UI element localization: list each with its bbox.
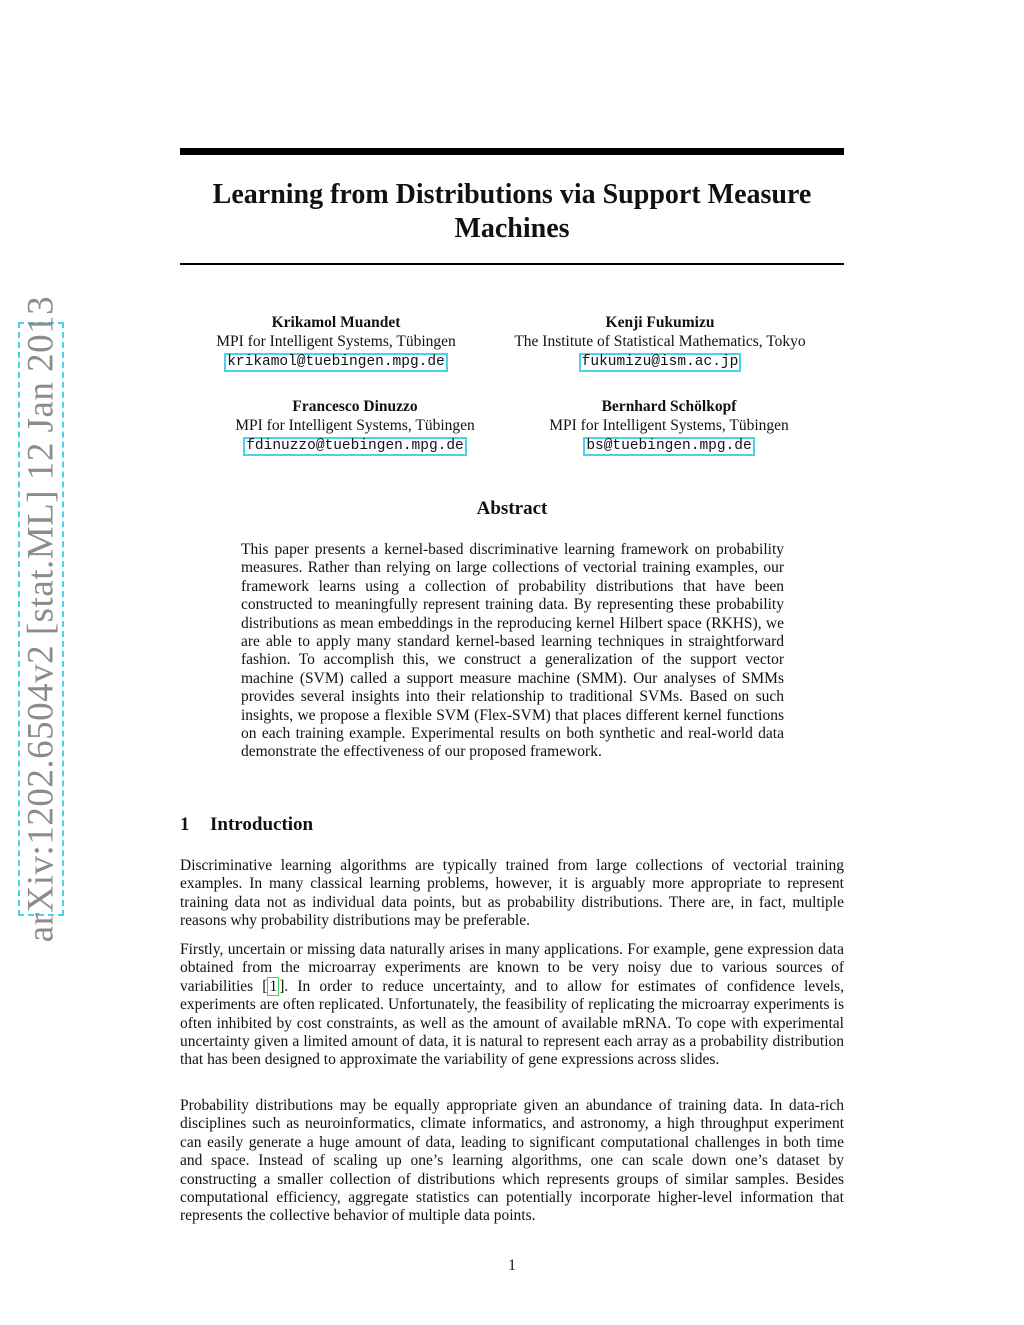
- abstract-heading: Abstract: [476, 498, 548, 519]
- arxiv-identifier-text: arXiv:1202.6504v2 [stat.ML] 12 Jan 2013: [20, 295, 62, 943]
- author-email-link[interactable]: bs@tuebingen.mpg.de: [583, 437, 754, 456]
- intro-paragraph-2: [180, 941, 844, 1070]
- intro-paragraph-3: Probability distributions may be equally appropriate given an abundance of training data. In data-rich disciplines such as neuroinformatics, climate informatics, and astronomy, a high throughput experiment can easily generate a huge amount of data, leading to significant computational challenges in both time and space. Instead of scaling up one’s learning algorithms, one can scale down one’s dataset by constructing a smaller collection of distributions which represents groups of similar samples. Besides computational efficiency, aggregate statistics can potentially incorporate higher-level information that represents the collective behavior of multiple data points.: [180, 1097, 844, 1225]
- author-affiliation: MPI for Intelligent Systems, Tübingen: [549, 417, 789, 434]
- section-title: Introduction: [210, 814, 314, 835]
- author-email-link[interactable]: krikamol@tuebingen.mpg.de: [224, 353, 448, 372]
- citation-link[interactable]: 1: [269, 977, 278, 995]
- author-block-2: [496, 313, 824, 372]
- author-name: Kenji Fukumizu: [605, 314, 715, 331]
- author-block-3: [207, 397, 503, 456]
- author-name: Krikamol Muandet: [271, 314, 401, 331]
- arxiv-identifier-stamp[interactable]: [18, 295, 64, 943]
- abstract-text: This paper presents a kernel-based discriminative learning framework on probability measures. Rather than relying on large collections of vectorial training examples, our framework learns using a collection of probability distributions that have been constructed to meaningfully represent training data. By representing these probability distributions as mean embeddings in the reproducing kernel Hilbert space (RKHS), we are able to apply many standard kernel-based learning techniques in straightforward fashion. To accomplish this, we construct a generalization of the support vector machine (SVM) called a support measure machine (SMM). Our analyses of SMMs provides several insights into their relationship to traditional SVMs. Based on such insights, we propose a flexible SVM (Flex-SVM) that places different kernel functions on each training example. Experimental results on both synthetic and real-world data demonstrate the effectiveness of our proposed framework.: [241, 541, 784, 761]
- author-affiliation: MPI for Intelligent Systems, Tübingen: [235, 417, 475, 434]
- section-heading-introduction: [180, 814, 313, 836]
- title-top-rule: [180, 148, 844, 155]
- paper-title: Learning from Distributions via Support Measure Machines: [212, 179, 812, 244]
- intro-paragraph-1: Discriminative learning algorithms are typically trained from large collections of vectorial training examples. In many classical learning problems, however, it is arguably more appropriate to represent training data not as individual data points, but as probability distributions. There are, in fact, multiple reasons why probability distributions may be preferable.: [180, 857, 844, 930]
- section-number: 1: [180, 814, 190, 835]
- author-name: Francesco Dinuzzo: [292, 398, 418, 415]
- author-affiliation: MPI for Intelligent Systems, Tübingen: [216, 333, 456, 350]
- paragraph-text: Firstly, uncertain or missing data naturally arises in many applications. For example, gene expression data obtained from the microarray experiments are known to be very noisy due to various sources of variabilities [: [180, 941, 844, 995]
- page-number: 1: [508, 1257, 516, 1274]
- author-affiliation: The Institute of Statistical Mathematics, Tokyo: [514, 333, 806, 350]
- author-email-link[interactable]: fukumizu@ism.ac.jp: [579, 353, 742, 372]
- paragraph-text: ]. In order to reduce uncertainty, and to allow for estimates of confidence levels, experiments are often replicated. Unfortunately, the feasibility of replicating the microarray experiments is often inhibited by cost constraints, as well as the amount of available mRNA. To cope with experimental uncertainty given a limited amount of data, it is natural to represent each array as a probability distribution that has been designed to approximate the variability of gene expressions across slides.: [180, 977, 844, 1069]
- author-email-link[interactable]: fdinuzzo@tuebingen.mpg.de: [243, 437, 467, 456]
- title-bottom-rule: [180, 263, 844, 265]
- author-block-4: [521, 397, 817, 456]
- author-name: Bernhard Schölkopf: [601, 398, 737, 415]
- author-block-1: [188, 313, 484, 372]
